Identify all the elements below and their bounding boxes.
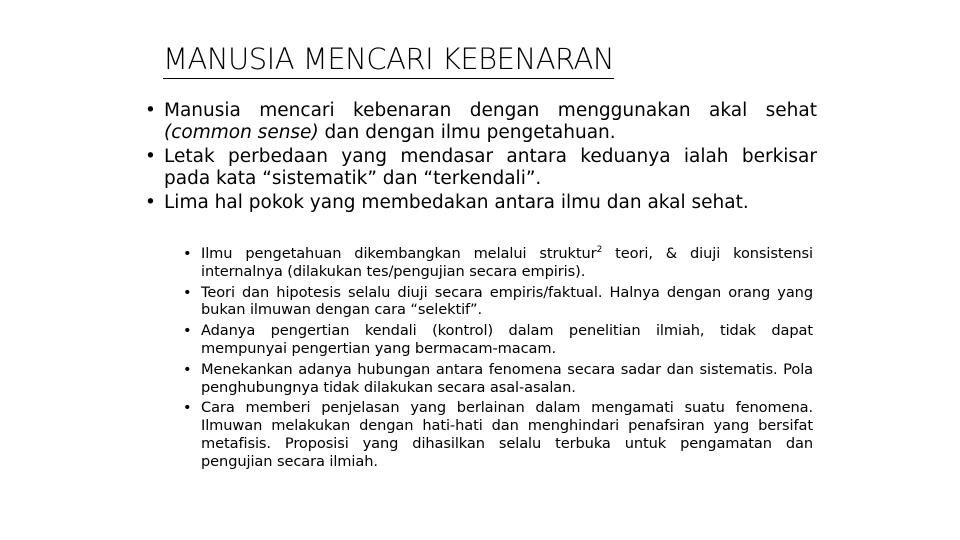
bullet-item-1 [145, 100, 817, 144]
sub-bullet-text: Adanya pengertian kendali (kontrol) dalam penelitian ilmiah, tidak dapat mempunyai pengertian yang bermacam-macam. [201, 322, 813, 357]
sub-bullet-text: Teori dan hipotesis selalu diuji secara empiris/faktual. Halnya dengan orang yang bukan ilmuwan dengan cara “selektif”. [201, 283, 813, 319]
sub-bullet-marker: • [183, 245, 192, 262]
bullet-italic-text: (common sense) [164, 122, 319, 143]
sub-bullet-item-3 [183, 322, 813, 358]
sub-bullet-text: Cara memberi penjelasan yang berlainan dalam mengamati suatu fenomena. Ilmuwan melakukan dengan hati-hati dan menghindari penafsiran yang bersifat metafisis. Proposisi yang dihasilkan selalu terbuka untuk pengamatan dan pengujian secara ilmiah. [201, 399, 813, 470]
sub-bullet-item-1 [183, 245, 813, 281]
slide-title: MANUSIA MENCARI KEBENARAN [163, 40, 614, 79]
sub-bullet-marker: • [183, 360, 192, 378]
sub-bullet-item-4 [183, 361, 813, 397]
superscript: 2 [596, 245, 603, 256]
sub-bullet-marker: • [183, 399, 192, 417]
bullet-marker: • [145, 146, 156, 167]
sub-bullet-text: Ilmu pengetahuan dikembangkan melalui struktur [201, 245, 597, 262]
sub-bullet-item-2 [183, 284, 813, 320]
bullet-item-2 [145, 146, 817, 190]
main-bullet-list [145, 100, 817, 216]
sub-bullet-item-5 [183, 399, 813, 470]
sub-bullet-marker: • [183, 322, 192, 340]
bullet-marker: • [145, 100, 156, 121]
sub-bullet-text: teori, & diuji konsistensi internalnya (dilakukan tes/pengujian secara empiris). [201, 245, 814, 280]
bullet-text: Letak perbedaan yang mendasar antara keduanya ialah berkisar pada kata “sistematik” dan “terkendali”. [164, 146, 817, 189]
sub-bullet-text: Menekankan adanya hubungan antara fenomena secara sadar dan sistematis. Pola penghubungnya tidak dilakukan secara asal-asalan. [201, 360, 813, 396]
sub-bullet-list [183, 245, 813, 474]
sub-bullet-marker: • [183, 283, 192, 301]
bullet-item-3 [145, 192, 817, 214]
bullet-text: Manusia mencari kebenaran dengan menggunakan akal sehat [164, 100, 817, 121]
bullet-text: Lima hal pokok yang membedakan antara ilmu dan akal sehat. [164, 192, 749, 213]
bullet-text: dan dengan ilmu pengetahuan. [318, 122, 616, 143]
bullet-marker: • [145, 192, 156, 213]
